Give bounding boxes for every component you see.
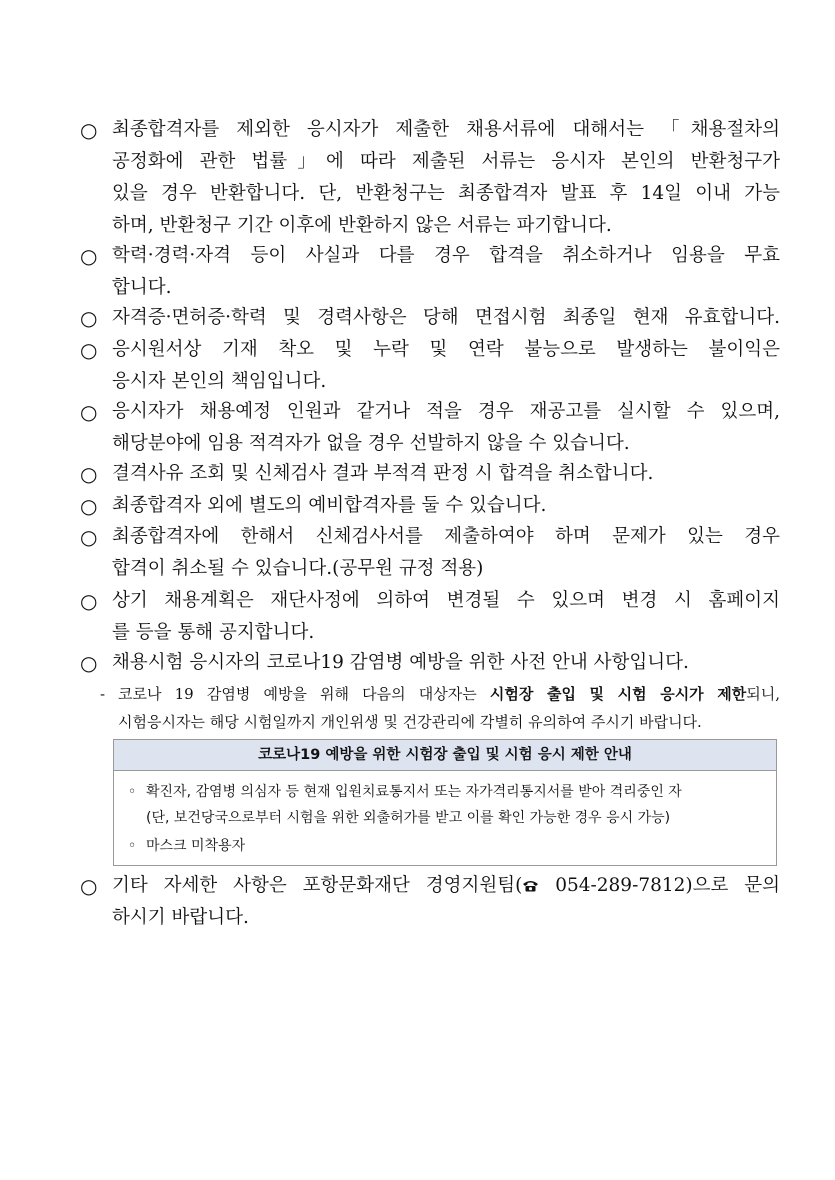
sub-note-line-2: 시험응시자는 해당 시험일까지 개인위생 및 건강관리에 각별히 유의하여 주시기 바랍니다. [118,713,702,731]
contact-text: 기타 자세한 사항은 포항문화재단 경영지원팀( [112,875,523,896]
item-text: 상기 채용계획은 재단사정에 의하여 변경될 수 있으며 변경 시 홈페이지 [112,590,780,611]
item-text: 최종합격자를 제외한 응시자가 제출한 채용서류에 대해서는 「채용절차의 [112,119,780,140]
covid-restriction-box [113,739,777,866]
notice-item-2 [80,240,780,304]
box-entry-text: 확진자, 감염병 의심자 등 현재 입원치료통지서 또는 자가격리통지서를 받아 격리중인 자 [146,784,682,800]
circle-bullet-icon: ○ [80,589,98,613]
notice-item-7 [80,490,780,522]
item-text: 를 등을 통해 공지합니다. [112,622,315,643]
telephone-icon [522,879,539,892]
small-circle-bullet-icon: ◦ [128,838,137,854]
sub-note-line-1 [118,680,780,708]
item-text: 채용시험 응시자의 코로나19 감염병 예방을 위한 사전 안내 사항입니다. [112,652,689,673]
dash-marker: - [100,685,106,703]
item-text: 최종합격자에 한해서 신체검사서를 제출하여야 하며 문제가 있는 경우 [112,526,780,547]
notice-item-4 [80,334,780,398]
contact-line-2: 하시기 바랍니다. [112,907,249,928]
contact-line-1 [112,870,780,902]
circle-bullet-icon: ○ [80,874,98,898]
circle-bullet-icon: ○ [80,118,98,142]
item-text: 합격이 취소될 수 있습니다.(공무원 규정 적용) [112,558,484,579]
box-entry-text: 마스크 미착용자 [146,838,246,854]
circle-bullet-icon: ○ [80,400,98,424]
sub-note-text: 코로나 19 감염병 예방을 위해 다음의 대상자는 [118,685,490,703]
circle-bullet-icon: ○ [80,494,98,518]
item-text: 응시원서상 기재 착오 및 누락 및 연락 불능으로 발생하는 불이익은 [112,339,780,360]
item-text: 있을 경우 반환합니다. 단, 반환청구는 최종합격자 발표 후 14일 이내 가능 [112,183,780,204]
contact-text: 054-289-7812)으로 문의 [539,875,780,896]
small-circle-bullet-icon: ◦ [128,784,137,800]
box-entry-text: (단, 보건당국으로부터 시험을 위한 외출허가를 받고 이를 확인 가능한 경우 응시 가능) [146,810,671,826]
item-text: 공정화에 관한 법률」에 따라 제출된 서류는 응시자 본인의 반환청구가 [112,151,780,172]
circle-bullet-icon: ○ [80,338,98,362]
item-text: 결격사유 조회 및 신체검사 결과 부적격 판정 시 합격을 취소합니다. [112,463,654,484]
item-text: 해당분야에 임용 적격자가 없을 경우 선발하지 않을 수 있습니다. [112,433,630,454]
item-text: 학력·경력·자격 등이 사실과 다를 경우 합격을 취소하거나 임용을 무효 [112,245,780,266]
box-title: 코로나19 예방을 위한 시험장 출입 및 시험 응시 제한 안내 [114,740,776,771]
circle-bullet-icon: ○ [80,462,98,486]
circle-bullet-icon: ○ [80,525,98,549]
notice-item-5 [80,396,780,460]
item-text: 최종합격자 외에 별도의 예비합격자를 둘 수 있습니다. [112,495,547,516]
item-text: 응시자가 채용예정 인원과 같거나 적을 경우 재공고를 실시할 수 있으며, [112,401,780,422]
circle-bullet-icon: ○ [80,651,98,675]
box-entry-1-cont [128,805,766,831]
item-text: 합니다. [112,277,172,298]
notice-item-3 [80,302,780,334]
covid-sub-note [100,680,780,736]
sub-note-emphasis: 시험장 출입 및 시험 응시가 제한 [489,685,747,703]
notice-item-contact [80,870,780,934]
notice-item-8 [80,521,780,585]
item-text: 응시자 본인의 책임입니다. [112,371,327,392]
item-text: 하며, 반환청구 기간 이후에 반환하지 않은 서류는 파기합니다. [112,215,612,236]
box-entry-1 [128,779,766,805]
item-text: 자격증·면허증·학력 및 경력사항은 당해 면접시험 최종일 현재 유효합니다. [112,307,780,328]
box-entry-2 [128,833,766,859]
circle-bullet-icon: ○ [80,306,98,330]
sub-note-text: 되니, [746,685,781,703]
notice-item-9 [80,585,780,649]
notice-item-10 [80,647,780,679]
circle-bullet-icon: ○ [80,244,98,268]
notice-item-6 [80,458,780,490]
notice-item-1 [80,114,780,242]
